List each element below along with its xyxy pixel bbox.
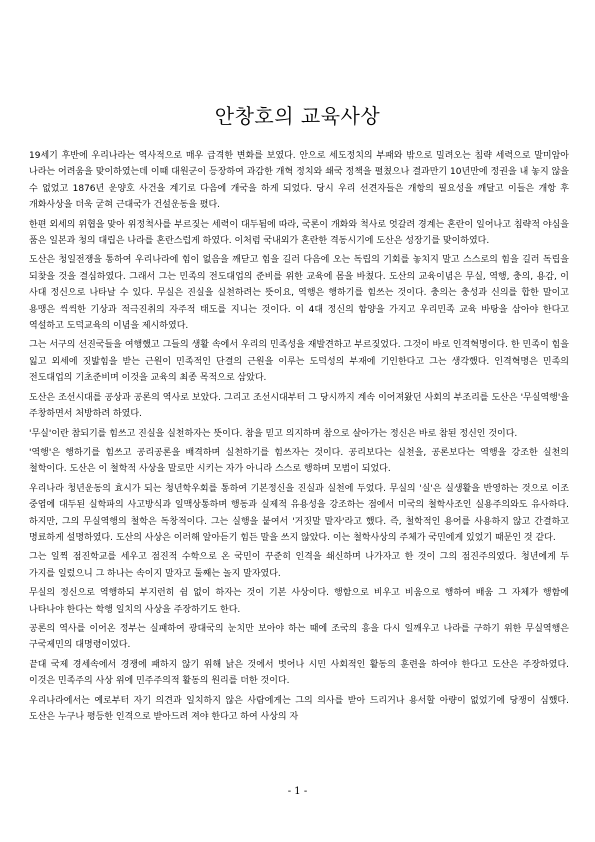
paragraph: 우리나라에서는 예로부터 자기 의견과 일치하지 않은 사람에게는 그의 의사를 받아 드리거나 용서할 아량이 없었기에 당쟁이 심했다. 도산은 누구나 평등한 인격으로 받아드려 져야 한다고 하여 사상의 자 (29, 695, 569, 722)
page-number: - 1 - (287, 786, 308, 797)
paragraph: 도산은 조선시대를 공상과 공론의 역사로 보았다. 그리고 조선시대부터 그 당시까지 계속 이어져왔던 사회의 부조리를 도산은 '무실역행'을 주창하면서 처방하려 하였다. (29, 392, 569, 420)
paragraph: 우리나라 청년운동의 효시가 되는 청년학우회를 통하여 기본정신을 진실과 실천에 두었다. 무실의 '실'은 실생활을 반영하는 것으로 이조 중엽에 대두된 실학파의 사고방식과 일맥상통하며 행동과 실제적 유용성을 강조하는 점에서 미국의 철학사조인 실용주의와도 유사하다. 하지만, 그의 무실역행의 철학은 독창적이다. 그는 실행을 붙여서 '거짓말 말자'라고 했다. 즉, 철학적인 용어를 사용하지 않고 간결하고 명료하게 설명하였다. 도산의 사상은 이러해 알아듣기 힘든 말을 쓰지 않았다. 이는 철학사상의 주체가 국민에게 있었기 때문인 것 같다. (29, 483, 569, 543)
paragraph: '무실'이란 참되기를 힘쓰고 진실을 실천하자는 뜻이다. 참을 믿고 의지하며 참으로 살아가는 정신은 바로 참된 정신인 것이다. (29, 428, 518, 439)
paragraph: 그는 서구의 선진국들을 여행했고 그들의 생활 속에서 우리의 민족성을 재발견하고 부르짖었다. 그것이 바로 인격혁명이다. 한 민족이 힘을 잃고 외세에 짓밟힘을 받는 근원이 민족적인 단결의 근원을 이루는 도덕성의 부재에 기인한다고 그는 생각했다. 인격혁명은 민족의 전도대업의 기초준비며 이것을 교육의 최종 목적으로 삼았다. (29, 340, 569, 384)
document-body (29, 148, 569, 728)
paragraph: 도산은 청일전쟁을 통하여 우리나라에 힘이 없음을 깨닫고 힘을 길러 다음에 오는 독립의 기회를 놓치지 말고 스스로의 힘을 길러 독립을 되찾을 것을 결심하였다. 그래서 그는 민족의 전도대업의 준비를 위한 교육에 몸을 바쳤다. 도산의 교육이념은 무실, 역행, 충의, 용감, 이 사대 정신으로 나타날 수 있다. 무실은 진실을 실천하려는 뜻이요, 역행은 행하기를 힘쓰는 것이다. 충의는 충성과 신의를 합한 말이고 용맹은 씩씩한 기상과 적극진취의 자주적 태도를 지니는 것이다. 이 4대 정신의 함양을 가지고 우리민족 교육 바탕을 삼아야 한다고 역설하고 도덕교육의 이념을 제시하였다. (29, 255, 569, 332)
paragraph: 공론의 역사를 이어온 정부는 실패하여 광대국의 눈치만 보아야 하는 때에 조국의 흥을 다시 일깨우고 나라를 구하기 위한 무실역행은 구국제민의 대명령이었다. (29, 623, 569, 651)
paragraph: 한편 외세의 위협을 맞아 위정척사를 부르짖는 세력이 대두됨에 따라, 국론이 개화와 척사로 엇갈려 경계는 혼란이 일어나고 침략적 야심을 품은 일본과 청의 대립은 나라를 혼란스럽게 하였다. 이처럼 국내외가 혼란한 격동시기에 도산은 성장기를 맞이하였다. (29, 219, 569, 247)
paragraph: 끝대 국제 경세속에서 경쟁에 패하지 않기 위해 낡은 것에서 벗어나 시민 사회적인 활동의 훈련을 하여야 한다고 도산은 주장하였다. 이것은 민족주의 사상 위에 민주주의적 활동의 원리를 더한 것이다. (29, 659, 569, 687)
paragraph: '역행'은 행하기를 힘쓰고 공리공론을 배격하며 실천하기를 힘쓰자는 것이다. 공리보다는 실천을, 공론보다는 역행을 강조한 실천의 철학이다. 도산은 이 철학적 사상을 말로만 시키는 자가 아니라 스스로 행하며 모범이 되었다. (29, 447, 569, 475)
page-title: 안창호의 교육사상 (214, 104, 381, 128)
paragraph: 그는 일찍 점진학교를 세우고 점진적 수학으로 온 국민이 꾸준히 인격을 쇄신하며 나가자고 한 것이 그의 점진주의였다. 청년에게 두 가지를 일렀으니 그 하나는 속이지 말자고 둘째는 놀지 말자였다. (29, 552, 569, 579)
paragraph: 19세기 후반에 우리나라는 역사적으로 매우 급격한 변화를 보였다. 안으로 세도정치의 부패와 밖으로 밀려오는 침략 세력으로 말미암아 나라는 어려움을 맞이하였는데 이때 대원군이 등장하여 과감한 개혁 정치와 쇄국 정책을 펼쳤으나 결과만기 10년만에 정권을 내 놓지 않을 수 없었고 1876년 운양호 사건을 계기로 다음에 개국을 하게 되었다. 당시 우리 선견자들은 개항의 필요성을 깨달고 이들은 개항 후 개화사상을 더욱 굳혀 근대국가 건설운동을 폈다. (29, 151, 569, 211)
paragraph: 무실의 정신으로 역행하되 부지런히 쉼 없이 하자는 것이 기본 사상이다. 행함으로 비우고 비움으로 행하여 배움 그 자체가 행함에 나타나야 한다는 학행 일치의 사상을 주장하기도 한다. (29, 588, 569, 615)
